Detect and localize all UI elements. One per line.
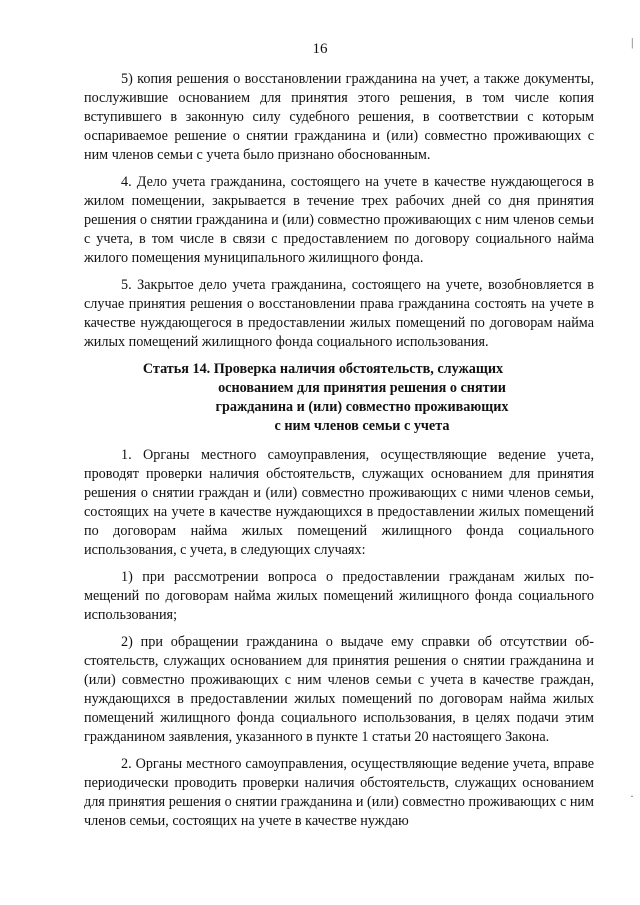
article-heading-line-1: Статья 14. Проверка наличия обстоятельств, служащих (142, 361, 504, 377)
scan-edge-dot: · (630, 789, 634, 803)
page-number: 16 (312, 41, 328, 57)
paragraph-clause-1-checks: 1. Органы местного самоуправления, осуществляющие ведение учета, проводят проверки наличия обстоятельств, служащих основанием для принятия решения о снятии граждан и (или) совместно проживающих с ними членов семьи, состоящих на учете в качестве нуждающихся в предоставлении жилых помещений по договорам найма жилых помещений жилищного фонда социального использования, с учета, в следующих случаях: (84, 447, 594, 558)
document-body (84, 70, 594, 839)
article-heading-line-4: с ним членов семьи с учета (274, 418, 450, 434)
article-heading-line-2: основанием для принятия решения о снятии (218, 380, 506, 396)
paragraph-item-2-certificate-request: 2) при обращении гражданина о выдаче ему справки об отсутствии обстоятельств, служащих основанием для принятия решения о снятии гражданина и (или) совместно проживающих с ним членов семьи с учета в качестве граждан, нуждающихся в предоставлении жилых помещений по договорам найма жилых помещений жилищного фонда социального использования, в целях подачи этим гражданином заявления, указанного в пункте 1 статьи 20 настоящего Закона. (84, 634, 594, 745)
paragraph-item-5-copy-decision: 5) копия решения о восстановлении гражданина на учет, а также документы, послужившие основанием для принятия этого решения, в том числе копия вступившего в законную силу судебного решения, в соответствии с которым оспариваемое решение о снятии гражданина и (или) совместно проживающих с ним членов семьи с учета было признано обоснованным. (84, 71, 594, 163)
paragraph-clause-4-case-closing: 4. Дело учета гражданина, состоящего на учете в качестве нуждающегося в жилом помещении, закрывается в течение трех рабочих дней со дня принятия решения о снятии гражданина и (или) совместно проживающих с ним членов семьи с учета, в том числе в связи с предоставлением по договору социального найма жилого помещения муниципального жилищного фонда. (84, 174, 594, 266)
paragraph-item-1-consideration: 1) при рассмотрении вопроса о предоставлении гражданам жилых помещений по договорам найма жилых помещений жилищного фонда социального использования; (84, 569, 594, 623)
article-heading-line-3: гражданина и (или) совместно проживающих (215, 399, 509, 415)
paragraph-clause-5-case-reopening: 5. Закрытое дело учета гражданина, состоящего на учете, возобновляется в случае принятия решения о восстановлении права гражданина состоять на учете в качестве нуждающегося в предоставлении жилых помещений по договорам найма жилых помещений жилищного фонда социального использования. (84, 277, 594, 350)
paragraph-clause-2-periodic-checks: 2. Органы местного самоуправления, осуществляющие ведение учета, вправе периодически проводить проверки наличия обстоятельств, служащих основанием для принятия решения о снятии гражданина и (или) совместно проживающих с ним членов семьи, состоящих на учете в качестве нуждаю (84, 756, 594, 829)
article-heading (84, 360, 594, 436)
scan-edge-mark: | (631, 35, 634, 49)
